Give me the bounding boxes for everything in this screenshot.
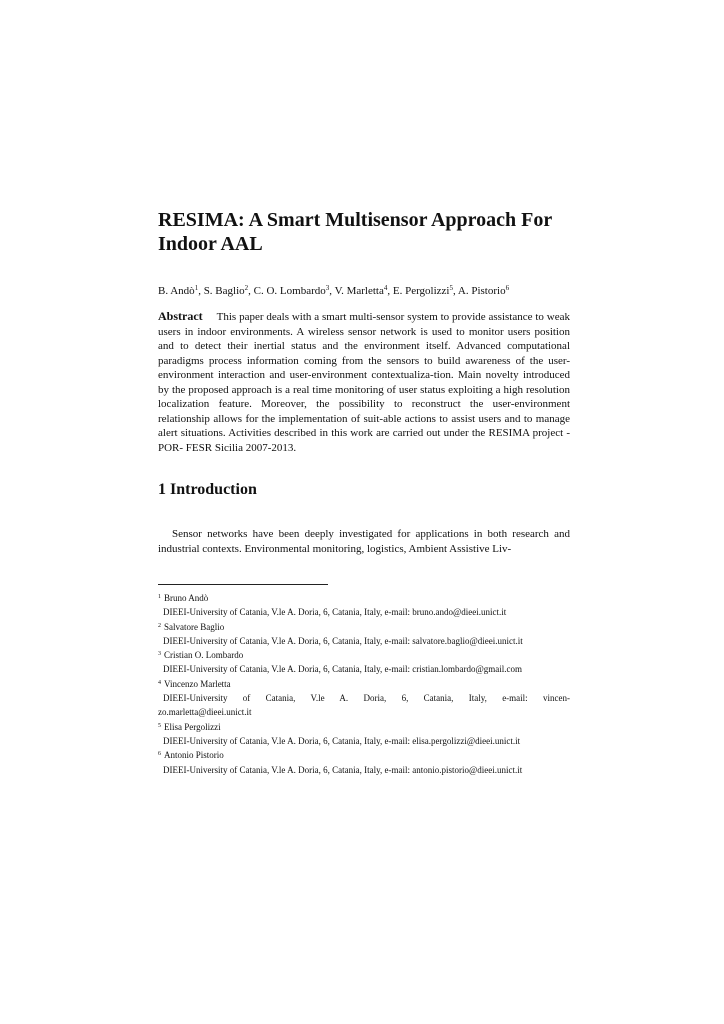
title-line-1: RESIMA: A Smart Multisensor Approach For — [158, 209, 553, 231]
author: A. Pistorio$^6$ — [457, 284, 510, 297]
paper-title — [158, 208, 570, 256]
author: B. Andò$^1$ — [158, 284, 199, 297]
footnote-affiliation-continued: zo.marletta@dieei.unict.it — [158, 707, 252, 718]
intro-paragraph: Sensor networks have been deeply investigated for applications in both research and industrial contexts. Environmental monitoring, logistics, Ambient Assistive Liv- — [158, 528, 570, 555]
footnote-name: $^3$ Cristian O. Lombardo — [158, 650, 244, 661]
footnote-affiliation: DIEEI-University of Catania, V.le A. Doria, 6, Catania, Italy, e-mail: bruno.ando@dieei.unict.it — [163, 607, 507, 618]
footnote-name: $^6$ Antonio Pistorio — [158, 750, 224, 761]
section-heading: 1 Introduction — [158, 481, 257, 498]
author: V. Marletta$^4$ — [334, 284, 388, 297]
footnote-name: $^2$ Salvatore Baglio — [158, 621, 225, 632]
title-line-2: Indoor AAL — [158, 233, 263, 255]
footnote-divider — [158, 584, 328, 585]
footnote-affiliation: DIEEI-University of Catania, V.le A. Doria, 6, Catania, Italy, e-mail: cristian.lombardo@gmail.com — [163, 664, 523, 675]
footnote-affiliation: DIEEI-University of Catania, V.le A. Doria, 6, Catania, Italy, e-mail: vincen- — [163, 693, 570, 704]
abstract-text: This paper deals with a smart multi-sensor system to provide assistance to weak users in indoor environments. A wireless sensor network is used to monitor users position and to detect their inertial status and the environment itself. Advanced computational paradigms process information coming from the sensors to build awareness of the user-environment interaction and user-environment contextualiza-tion. Main novelty introduced by the proposed approach is a real time monitoring of user status exploiting a high resolution localization feature. Moreover, the possibility to reconstruct the user-environment relationship allows for the implementation of suit-able actions to assist users and to manage alert situations. Activities described in this work are carried out under the RESIMA project - POR- FESR Sicilia 2007-2013. — [158, 311, 570, 454]
footnote-name: $^4$ Vincenzo Marletta — [158, 678, 231, 689]
author: C. O. Lombardo$^3$ — [253, 284, 330, 297]
footnote-name: $^5$ Elisa Pergolizzi — [158, 721, 221, 732]
footnote-affiliation: DIEEI-University of Catania, V.le A. Doria, 6, Catania, Italy, e-mail: antonio.pistorio@dieei.unict.it — [163, 764, 523, 775]
abstract-label: Abstract — [158, 309, 203, 323]
author: S. Baglio$^2$ — [203, 284, 249, 297]
abstract — [158, 309, 570, 455]
footnote-affiliation: DIEEI-University of Catania, V.le A. Doria, 6, Catania, Italy, e-mail: elisa.pergolizzi@dieei.unict.it — [163, 735, 521, 746]
author: E. Pergolizzi$^5$ — [392, 284, 453, 297]
footnotes — [158, 591, 570, 777]
footnote-name: $^1$ Bruno Andò — [158, 593, 209, 603]
author-list: B. Andò$^1$, S. Baglio$^2$, C. O. Lombardo$^3$, V. Marletta$^4$, E. Pergolizzi$^5$, A. Pistorio$^6$ — [158, 284, 510, 297]
footnote-affiliation: DIEEI-University of Catania, V.le A. Doria, 6, Catania, Italy, e-mail: salvatore.baglio@dieei.unict.it — [163, 635, 523, 646]
